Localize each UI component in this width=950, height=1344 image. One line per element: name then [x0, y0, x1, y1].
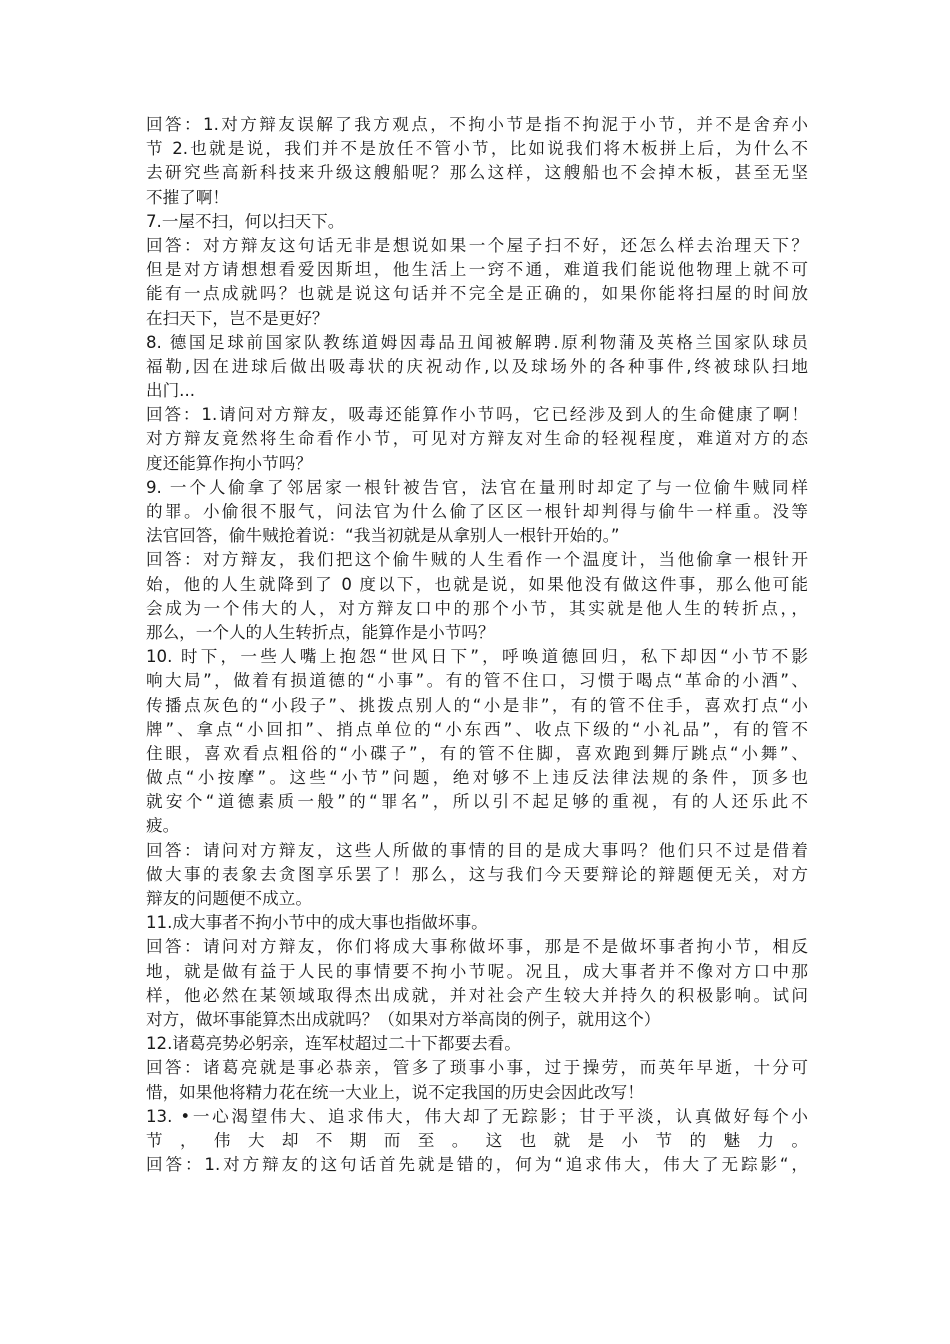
text-line: 回答：1.请问对方辩友，吸毒还能算作小节吗，它已经涉及到人的生命健康了啊！ [146, 405, 808, 425]
text-line: 回答：对方辩友，我们把这个偷牛贼的人生看作一个温度计，当他偷拿一根针开 [146, 550, 808, 570]
text-line: 9. 一个人偷拿了邻居家一根针被告官，法官在量刑时却定了与一位偷牛贼同样 [146, 477, 808, 497]
text-line: 响大局”，做着有损道德的“小事”。有的管不住口，习惯于喝点“革命的小酒”、 [146, 671, 808, 691]
text-line: 疲。 [146, 816, 180, 836]
text-line: 做大事的表象去贪图享乐罢了！那么，这与我们今天要辩论的辩题便无关，对方 [146, 864, 808, 884]
text-line: 出门... [146, 381, 196, 401]
text-line: 回答：对方辩友这句话无非是想说如果一个屋子扫不好，还怎么样去治理天下？ [146, 235, 808, 255]
document-body [146, 113, 808, 1177]
text-line: 做点“小按摩”。这些“小节”问题，绝对够不上违反法律法规的条件，顶多也 [146, 768, 808, 788]
text-line: 10. 时下，一些人嘴上抱怨“世风日下”，呼唤道德回归，私下却因“小节不影 [146, 647, 808, 667]
text-line: 能有一点成就吗？也就是说这句话并不完全是正确的，如果你能将扫屋的时间放 [146, 284, 808, 304]
text-line: 回答：请问对方辩友，这些人所做的事情的目的是成大事吗？他们只不过是借着 [146, 840, 808, 860]
text-line: 7.一屋不扫，何以扫天下。 [146, 211, 345, 231]
text-line: 辩友的问题便不成立。 [146, 889, 312, 908]
text-line: 就安个“道德素质一般”的“罪名”，所以引不起足够的重视，有的人还乐此不 [146, 792, 808, 812]
text-line: 地，就是做有益于人民的事情要不拘小节呢。况且，成大事者并不像对方口中那 [146, 961, 808, 981]
text-line: 12.诸葛亮势必躬亲，连军杖超过二十下都要去看。 [146, 1034, 521, 1054]
text-line: 福勒,因在进球后做出吸毒状的庆祝动作,以及球场外的各种事件,终被球队扫地 [146, 356, 808, 376]
text-line: 法官回答，偷牛贼抢着说：“我当初就是从拿别人一根针开始的。” [146, 526, 620, 546]
text-line: 惜，如果他将精力花在统一大业上，说不定我国的历史会因此改写！ [146, 1082, 644, 1102]
text-line: 的罪。小偷很不服气，问法官为什么偷了区区一根针却判得与偷牛一样重。没等 [146, 502, 808, 521]
text-line: 在扫天下，岂不是更好？ [146, 308, 329, 328]
text-line: 对方，做坏事能算杰出成就吗？（如果对方举高岗的例子，就用这个） [146, 1009, 661, 1029]
text-line: 回答：1.对方辩友的这句话首先就是错的，何为“追求伟大，伟大了无踪影“， [146, 1155, 808, 1175]
text-line: 回答：请问对方辩友，你们将成大事称做坏事，那是不是做坏事者拘小节，相反 [146, 937, 808, 957]
text-line: 那么，一个人的人生转折点，能算作是小节吗？ [146, 622, 495, 642]
text-line: 会成为一个伟大的人，对方辩友口中的那个小节，其实就是他人生的转折点，， [146, 598, 808, 618]
text-line: 13. •一心渴望伟大、追求伟大，伟大却了无踪影；甘于平淡，认真做好每个小 [146, 1106, 808, 1126]
text-line: 传播点灰色的“小段子”、挑拨点别人的“小是非”，有的管不住手，喜欢打点“小 [146, 695, 808, 715]
text-line: 11.成大事者不拘小节中的成大事也指做坏事。 [146, 913, 488, 933]
text-line: 样，他必然在某领域取得杰出成就，并对社会产生较大并持久的积极影响。试问 [146, 985, 808, 1005]
text-line: 不摧了啊！ [146, 187, 229, 207]
text-line: 度还能算作拘小节吗？ [146, 453, 312, 473]
text-line: 牌”、拿点“小回扣”、捎点单位的“小东西”、收点下级的“小礼品”，有的管不 [146, 719, 808, 739]
text-line: 回答：1.对方辩友误解了我方观点，不拘小节是指不拘泥于小节，并不是舍弃小 [146, 115, 808, 134]
text-line: 对方辩友竟然将生命看作小节，可见对方辩友对生命的轻视程度，难道对方的态 [146, 429, 808, 449]
text-line: 节 ， 伟 大 却 不 期 而 至 。 这 也 就 是 小 节 的 魅 力 。 [146, 1130, 808, 1150]
text-line: 回答：诸葛亮就是事必恭亲，管多了琐事小事，过于操劳，而英年早逝，十分可 [146, 1058, 808, 1078]
text-line: 8. 德国足球前国家队教练道姆因毒品丑闻被解聘.原利物蒲及英格兰国家队球员 [146, 332, 808, 352]
text-line: 始，他的人生就降到了 0 度以下，也就是说，如果他没有做这件事，那么他可能 [146, 574, 808, 594]
text-line: 住眼，喜欢看点粗俗的“小碟子”，有的管不住脚，喜欢跑到舞厅跳点“小舞”、 [146, 743, 808, 763]
text-line: 节 2.也就是说，我们并不是放任不管小节，比如说我们将木板拼上后，为什么不 [146, 139, 808, 159]
text-line: 但是对方请想想看爱因斯坦，他生活上一窍不通，难道我们能说他物理上就不可 [146, 260, 808, 280]
text-line: 去研究些高新科技来升级这艘船呢？那么这样，这艘船也不会掉木板，甚至无坚 [146, 163, 808, 183]
